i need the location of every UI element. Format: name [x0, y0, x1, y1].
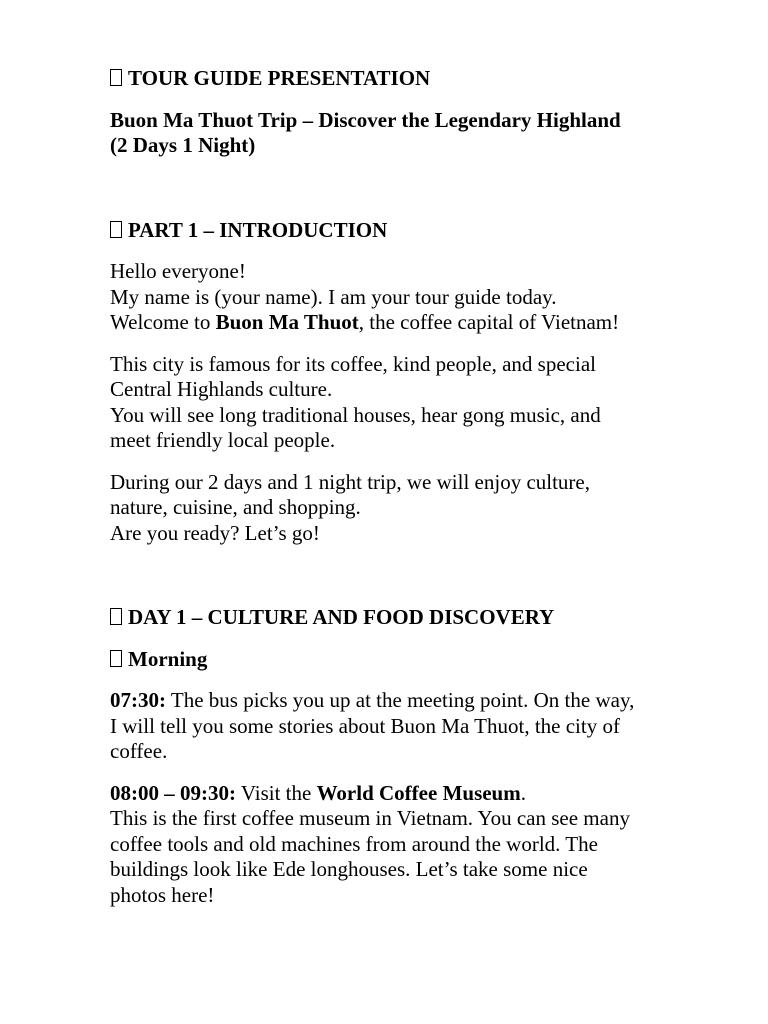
document-title: TOUR GUIDE PRESENTATION — [110, 66, 710, 92]
document-page — [110, 66, 710, 908]
schedule-item-0800: 08:00 – 09:30: Visit the World Coffee Museum. This is the first coffee museum in Vietnam. You can see many coffee tools and old machines from around the world. The buildings look like Ede longhouses. Let’s take some nice photos here! — [110, 780, 630, 907]
part1-paragraph-1: Hello everyone! My name is (your name). I am your tour guide today. Welcome to Buon Ma Thuot, the coffee capital of Vietnam! — [110, 259, 620, 334]
day1-heading: DAY 1 – CULTURE AND FOOD DISCOVERY — [110, 605, 710, 631]
morning-heading: Morning — [110, 647, 710, 673]
missing-glyph-icon — [110, 608, 122, 625]
part1-heading: PART 1 – INTRODUCTION — [110, 218, 710, 244]
missing-glyph-icon — [110, 69, 122, 86]
missing-glyph-icon — [110, 650, 122, 667]
missing-glyph-icon — [110, 221, 122, 238]
schedule-item-0730: 07:30: The bus picks you up at the meeting point. On the way, I will tell you some stories about Buon Ma Thuot, the city of coffee. — [110, 688, 635, 763]
part1-paragraph-3: During our 2 days and 1 night trip, we will enjoy culture, nature, cuisine, and shopping. Are you ready? Let’s go! — [110, 469, 590, 545]
part1-paragraph-2: This city is famous for its coffee, kind people, and special Central Highlands culture. You will see long traditional houses, hear gong music, and meet friendly local people. — [110, 351, 601, 452]
document-subtitle: Buon Ma Thuot Trip – Discover the Legendary Highland (2 Days 1 Night) — [110, 107, 621, 157]
